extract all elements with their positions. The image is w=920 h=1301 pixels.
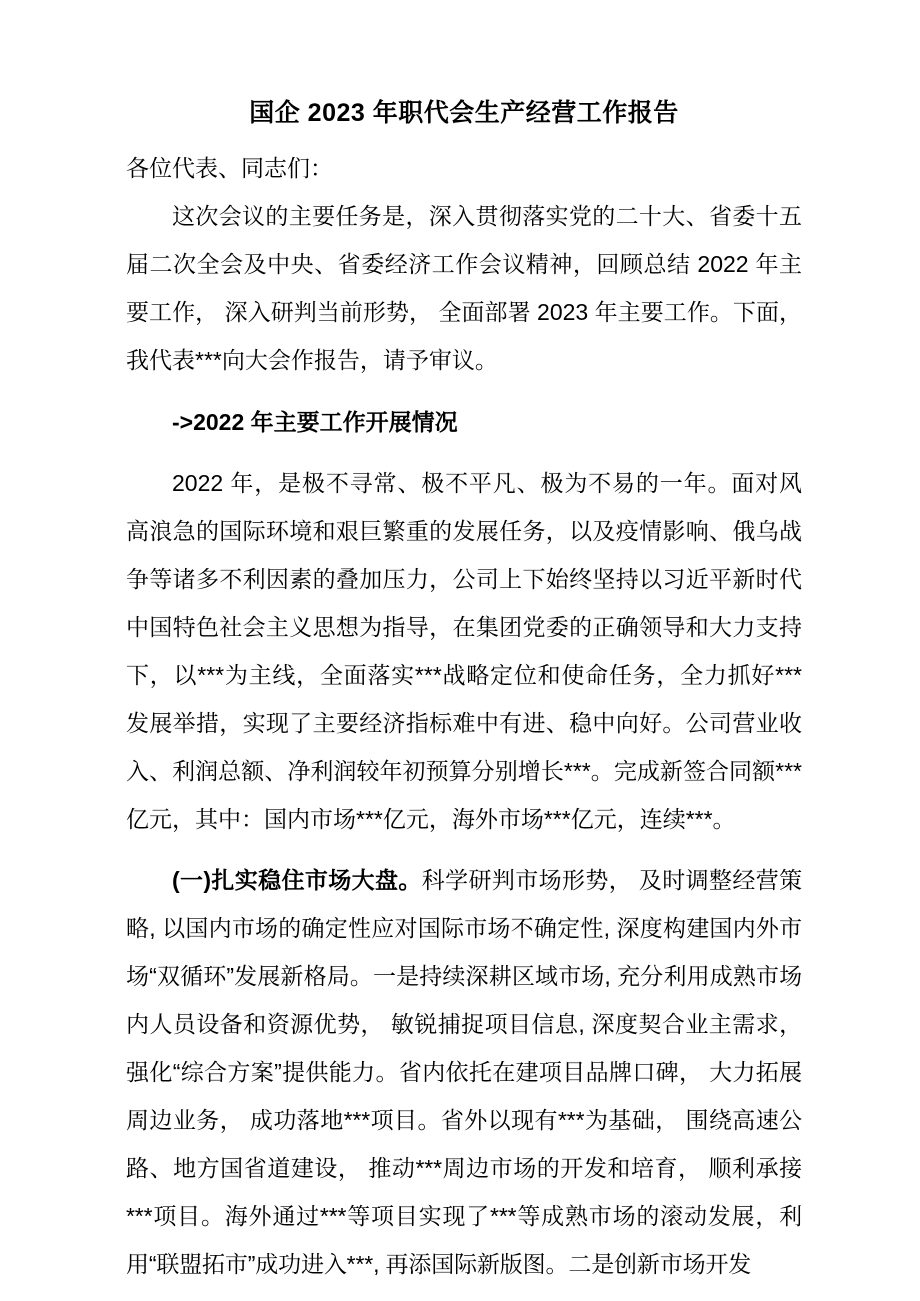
section-heading-2022: ->2022 年主要工作开展情况 <box>172 409 458 435</box>
salutation-line: 各位代表、同志们： <box>126 155 333 181</box>
section-paragraph-2022: 2022 年，是极不寻常、极不平凡、极为不易的一年。面对风高浪急的国际环境和艰巨繁重的发展任务，以及疫情影响、俄乌战争等诸多不利因素的叠加压力，公司上下始终坚持以习近平新时代中国特色社会主义思想为指导，在集团党委的正确领导和大力支持下，以***为主线，全面落实***战略定位和使命任务，全力抓好***发展举措，实现了主要经济指标难中有进、稳中向好。公司营业收入、利润总额、净利润较年初预算分别增长***。完成新签合同额***亿元，其中：国内市场***亿元，海外市场***亿元，连续***。 <box>126 470 802 832</box>
page-title: 国企 2023 年职代会生产经营工作报告 <box>249 99 679 127</box>
subsection-bold-lead: (一)扎实稳住市场大盘。 <box>172 867 422 893</box>
intro-paragraph: 这次会议的主要任务是，深入贯彻落实党的二十大、省委十五届二次全会及中央、省委经济工作会议精神，回顾总结 2022 年主要工作， 深入研判当前形势， 全面部署 2023 年主要工作。下面，我代表***向大会作报告，请予审议。 <box>126 203 802 373</box>
document-body <box>126 0 802 1288</box>
subsection-paragraph-one <box>126 843 802 1288</box>
subsection-body-text: 科学研判市场形势， 及时调整经营策略, 以国内市场的确定性应对国际市场不确定性, 深度构建国内外市场“双循环”发展新格局。一是持续深耕区域市场, 充分利用成熟市场内人员设备和资源优势， 敏锐捕捉项目信息, 深度契合业主需求， 强化“综合方案”提供能力。省内依托在建项目品牌口碑， 大力拓展周边业务， 成功落地***项目。省外以现有***为基础， 围绕高速公路、地方国省道建设， 推动***周边市场的开发和培育， 顺利承接***项目。海外通过***等项目实现了***等成熟市场的滚动发展，利用“联盟拓市”成功进入***, 再添国际新版图。二是创新市场开发 <box>126 867 802 1277</box>
